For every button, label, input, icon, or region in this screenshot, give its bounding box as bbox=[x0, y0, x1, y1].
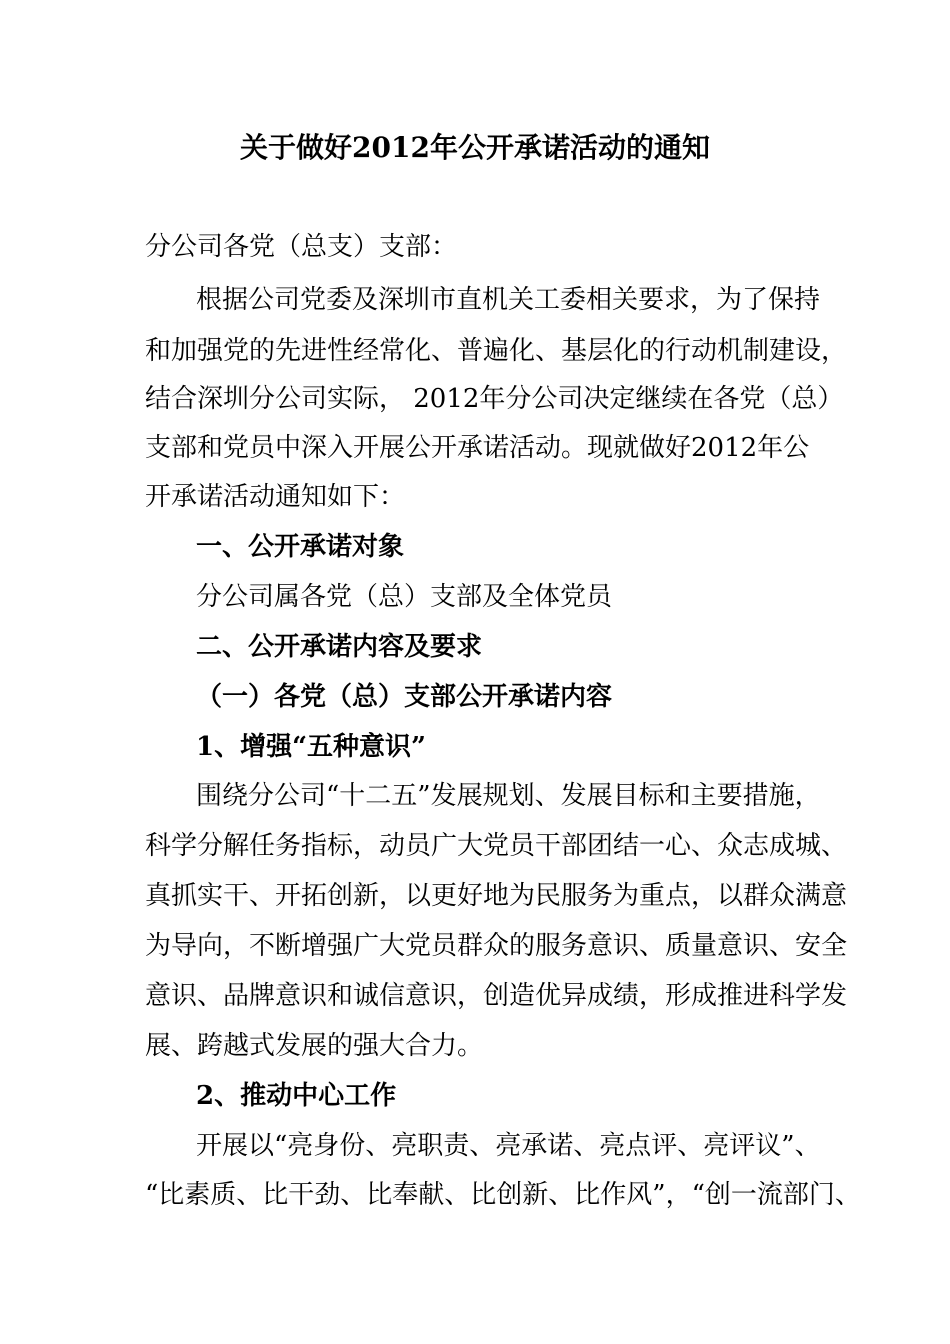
item-2-line-2: “比素质、比干劲、比奉献、比创新、比作风”，“创一流部门、 bbox=[145, 1180, 861, 1210]
intro-line-4: 支部和党员中深入开展公开承诺活动。现就做好2012年公 bbox=[145, 433, 810, 463]
section-1-body: 分公司属各党（总）支部及全体党员 bbox=[196, 582, 613, 612]
intro-line-5: 开承诺活动通知如下： bbox=[145, 482, 406, 512]
item-1-line-4: 为导向，不断增强广大党员群众的服务意识、质量意识、安全 bbox=[145, 931, 848, 961]
section-2-heading: 二、公开承诺内容及要求 bbox=[196, 632, 483, 662]
item-2-line-1: 开展以“亮身份、亮职责、亮承诺、亮点评、亮评议”、 bbox=[196, 1131, 821, 1161]
intro-line-1: 根据公司党委及深圳市直机关工委相关要求，为了保持 bbox=[196, 285, 821, 315]
intro-line-3: 结合深圳分公司实际， 2012年分公司决定继续在各党（总） bbox=[145, 384, 844, 414]
salutation: 分公司各党（总支）支部： bbox=[145, 232, 458, 262]
item-1-line-2: 科学分解任务指标，动员广大党员干部团结一心、众志成城、 bbox=[145, 831, 848, 861]
intro-line-2: 和加强党的先进性经常化、普遍化、基层化的行动机制建设， bbox=[145, 336, 848, 366]
document-title: 关于做好2012年公开承诺活动的通知 bbox=[240, 131, 710, 164]
item-2-heading: 2、推动中心工作 bbox=[196, 1081, 397, 1111]
item-1-heading: 1、增强“五种意识” bbox=[196, 732, 427, 762]
item-1-line-1: 围绕分公司“十二五”发展规划、发展目标和主要措施， bbox=[196, 781, 821, 811]
item-1-line-5: 意识、品牌意识和诚信意识，创造优异成绩，形成推进科学发 bbox=[145, 981, 848, 1011]
section-1-heading: 一、公开承诺对象 bbox=[196, 532, 405, 562]
item-1-line-3: 真抓实干、开拓创新，以更好地为民服务为重点，以群众满意 bbox=[145, 881, 848, 911]
item-1-line-6: 展、跨越式发展的强大合力。 bbox=[145, 1031, 484, 1061]
subsection-1-heading: （一）各党（总）支部公开承诺内容 bbox=[196, 682, 613, 712]
